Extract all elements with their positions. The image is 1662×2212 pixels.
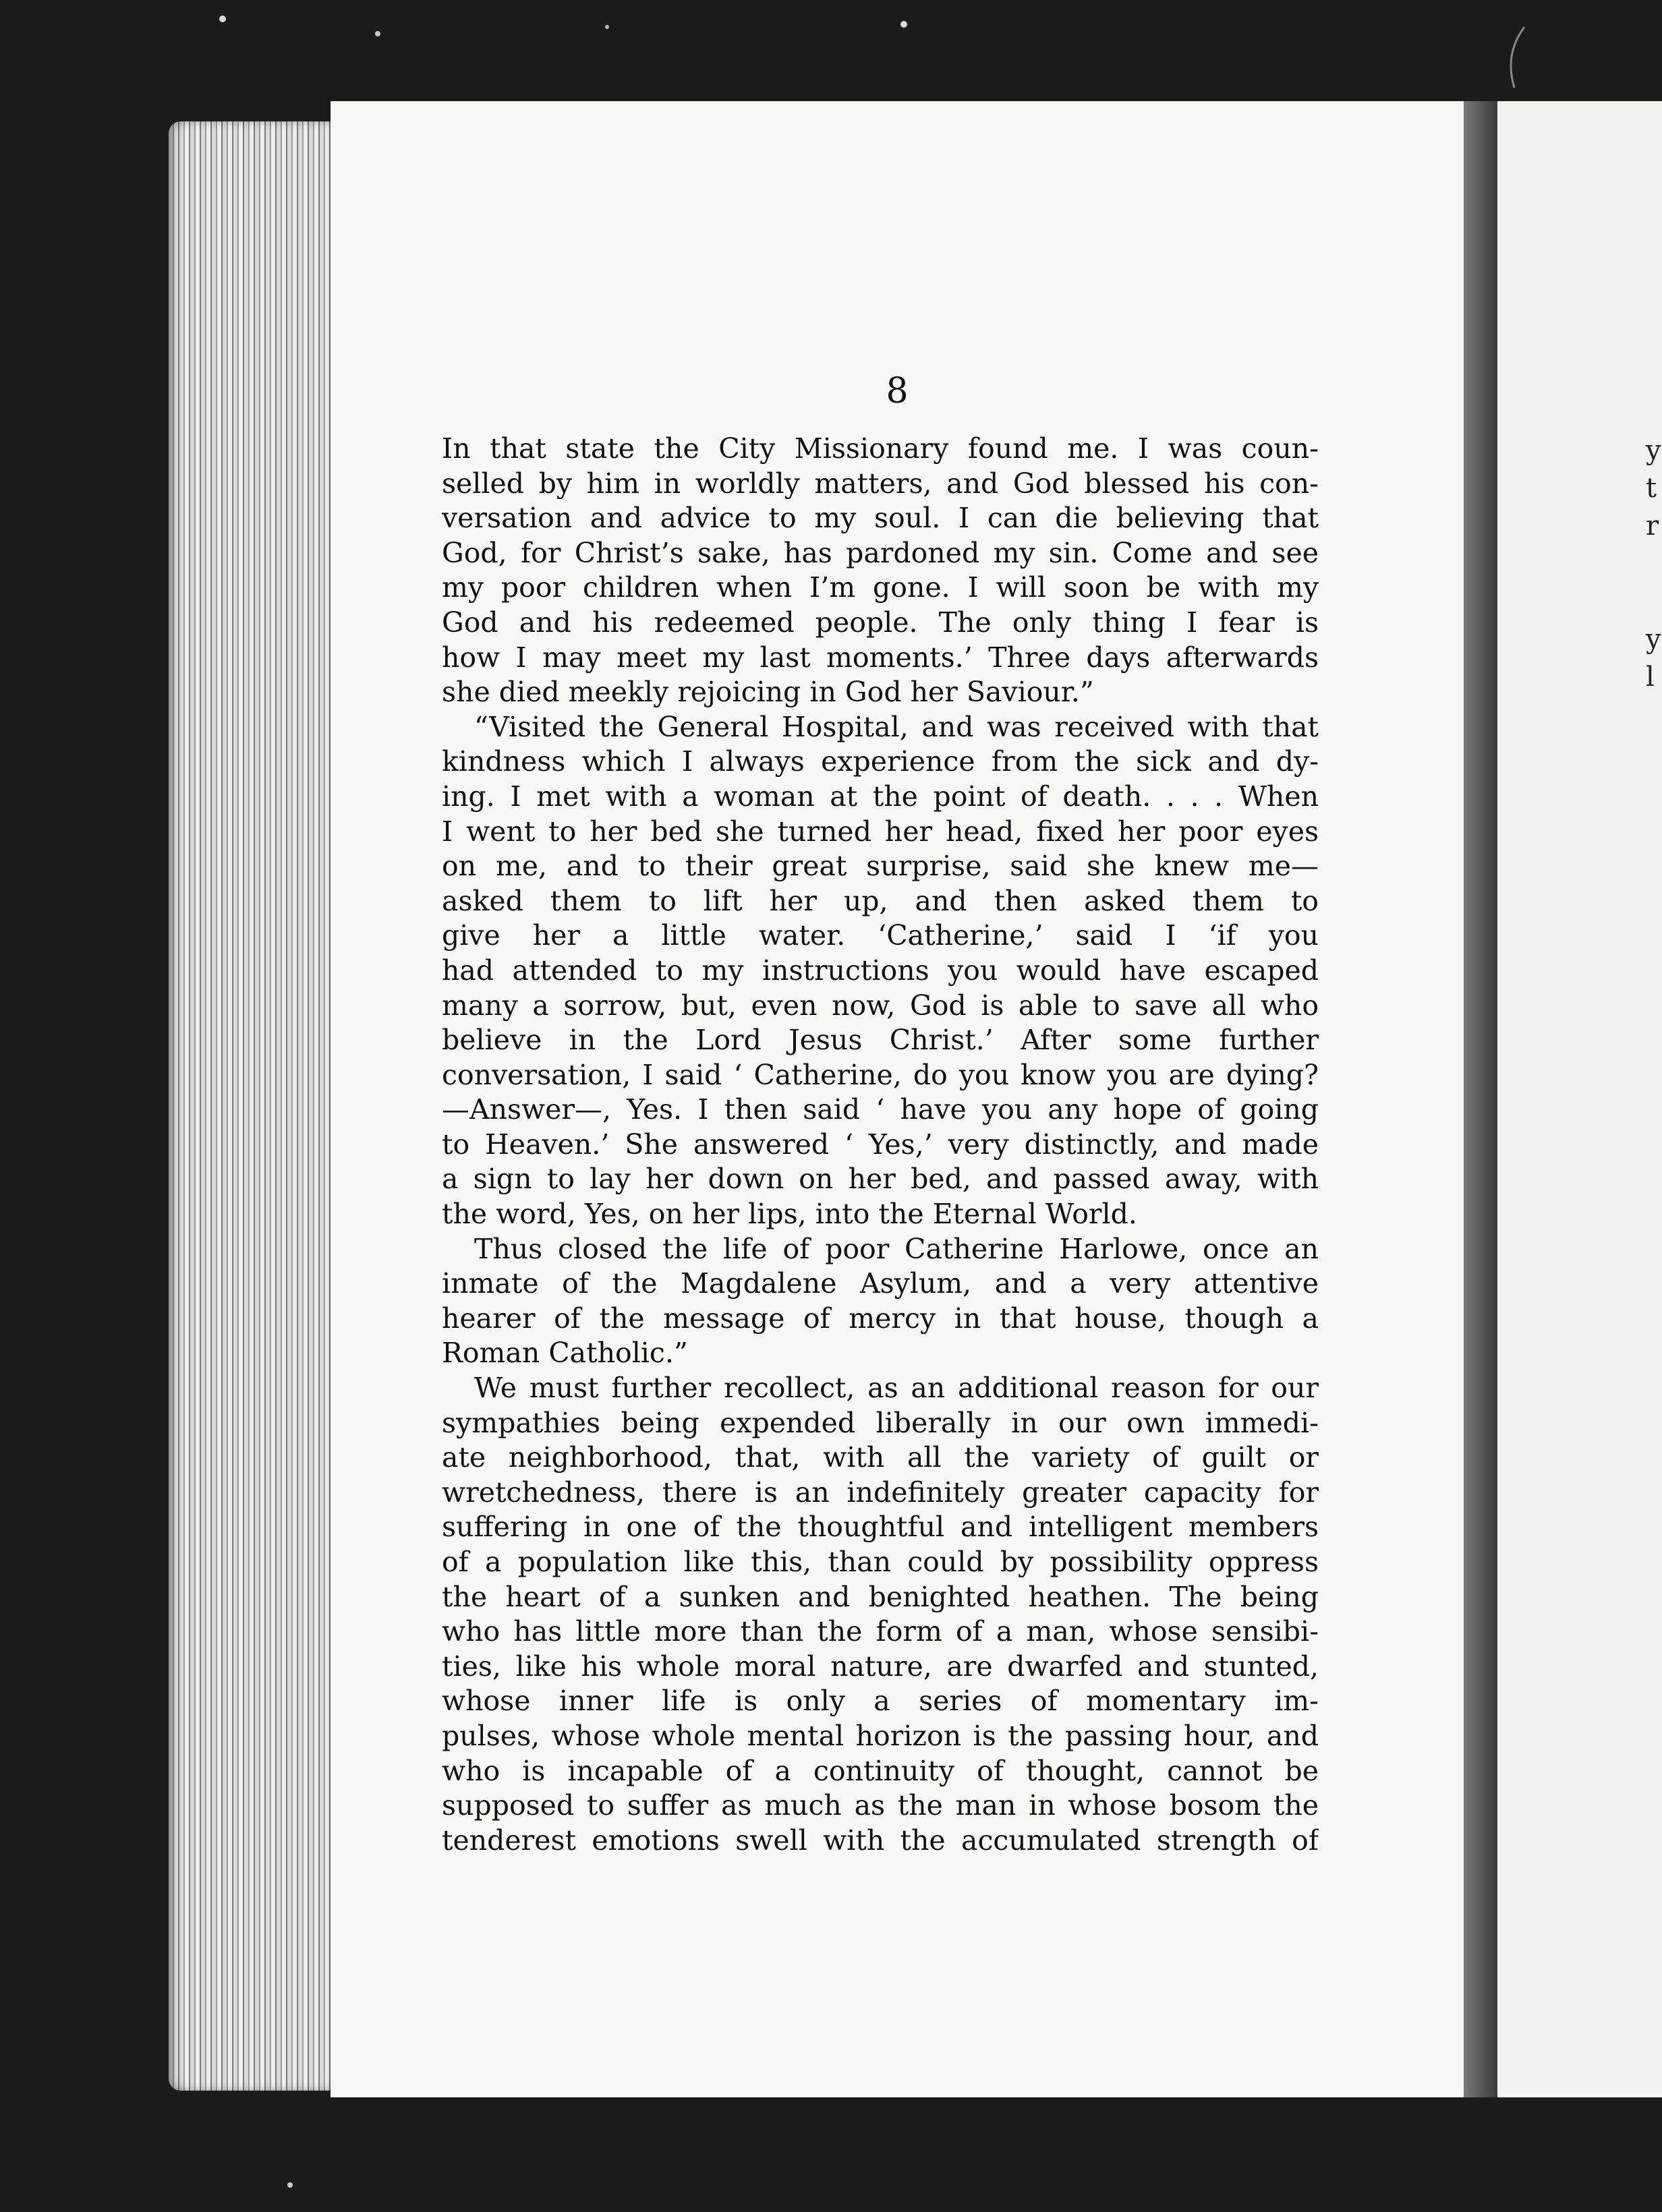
facing-page-glyph [1646, 545, 1661, 583]
text-line: she died meekly rejoicing in God her Saviour.” [442, 676, 1094, 709]
text-line: who has little more than the form of a man, whose sensibi- [442, 1615, 1319, 1648]
text-line: give her a little water. ‘Catherine,’ said I ‘if you [442, 919, 1319, 952]
text-line: ate neighborhood, that, with all the variety of guilt or [442, 1441, 1319, 1474]
text-line: ties, like his whole moral nature, are dwarfed and stunted, [442, 1650, 1319, 1683]
book-gutter [1464, 101, 1497, 2097]
facing-page-text [1646, 432, 1661, 696]
text-line: We must further recollect, as an additional reason for our [474, 1372, 1319, 1405]
text-line: the word, Yes, on her lips, into the Eternal World. [442, 1198, 1137, 1231]
text-line: Roman Catholic.” [442, 1337, 688, 1370]
text-line: many a sorrow, but, even now, God is able to save all who [442, 989, 1319, 1022]
text-line: inmate of the Magdalene Asylum, and a very attentive [442, 1267, 1319, 1300]
text-line: my poor children when I’m gone. I will soon be with my [442, 571, 1319, 604]
text-line: “Visited the General Hospital, and was received with that [474, 710, 1319, 743]
text-line: tenderest emotions swell with the accumulated strength of [442, 1824, 1319, 1857]
text-line: the heart of a sunken and benighted heathen. The being [442, 1580, 1319, 1613]
text-line: supposed to suffer as much as the man in whose bosom the [442, 1789, 1319, 1822]
text-line: of a population like this, than could by possibility oppress [442, 1546, 1319, 1578]
text-line: to Heaven.’ She answered ‘ Yes,’ very distinctly, and made [442, 1128, 1319, 1161]
facing-page-glyph: y [1646, 624, 1661, 655]
text-line: Thus closed the life of poor Catherine Harlowe, once an [474, 1232, 1319, 1265]
page-body-text [442, 432, 1319, 1858]
text-line: hearer of the message of mercy in that house, though a [442, 1302, 1319, 1335]
text-line: versation and advice to my soul. I can die believing that [442, 502, 1319, 535]
text-line: God and his redeemed people. The only thing I fear is [442, 606, 1319, 639]
text-line: In that state the City Missionary found me. I was coun- [442, 432, 1319, 465]
text-line: whose inner life is only a series of momentary im- [442, 1685, 1319, 1718]
text-line: believe in the Lord Jesus Christ.’ After some further [442, 1024, 1319, 1057]
page-stack-edges [169, 121, 331, 2091]
text-line: God, for Christ’s sake, has pardoned my sin. Come and see [442, 536, 1319, 569]
text-line: a sign to lay her down on her bed, and passed away, with [442, 1163, 1319, 1196]
text-line: conversation, I said ‘ Catherine, do you know you are dying? [442, 1058, 1319, 1091]
facing-page-glyph [1646, 583, 1661, 620]
facing-page [1497, 101, 1662, 2097]
text-line: who is incapable of a continuity of thought, cannot be [442, 1754, 1319, 1787]
facing-page-glyph: t [1646, 473, 1657, 504]
text-line: asked them to lift her up, and then asked them to [442, 884, 1319, 917]
text-line: wretchedness, there is an indefinitely greater capacity for [442, 1476, 1319, 1509]
text-line: how I may meet my last moments.’ Three days afterwards [442, 641, 1319, 674]
text-line: ing. I met with a woman at the point of death. . . . When [442, 780, 1319, 813]
text-line: had attended to my instructions you would have escaped [442, 954, 1319, 987]
text-line: selled by him in worldly matters, and God blessed his con- [442, 467, 1319, 500]
facing-page-glyph: y [1646, 435, 1661, 466]
text-line: sympathies being expended liberally in our own immedi- [442, 1406, 1319, 1439]
text-line: —Answer—, Yes. I then said ‘ have you any hope of going [442, 1093, 1319, 1126]
text-line: kindness which I always experience from the sick and dy- [442, 745, 1319, 778]
page-number: 8 [886, 371, 909, 411]
facing-page-glyph: l [1646, 662, 1655, 693]
facing-page-glyph: r [1646, 511, 1659, 542]
text-line: pulses, whose whole mental horizon is the passing hour, and [442, 1719, 1319, 1752]
text-line: on me, and to their great surprise, said she knew me— [442, 850, 1319, 883]
text-line: I went to her bed she turned her head, fixed her poor eyes [442, 815, 1319, 848]
text-line: suffering in one of the thoughtful and intelligent members [442, 1511, 1319, 1544]
